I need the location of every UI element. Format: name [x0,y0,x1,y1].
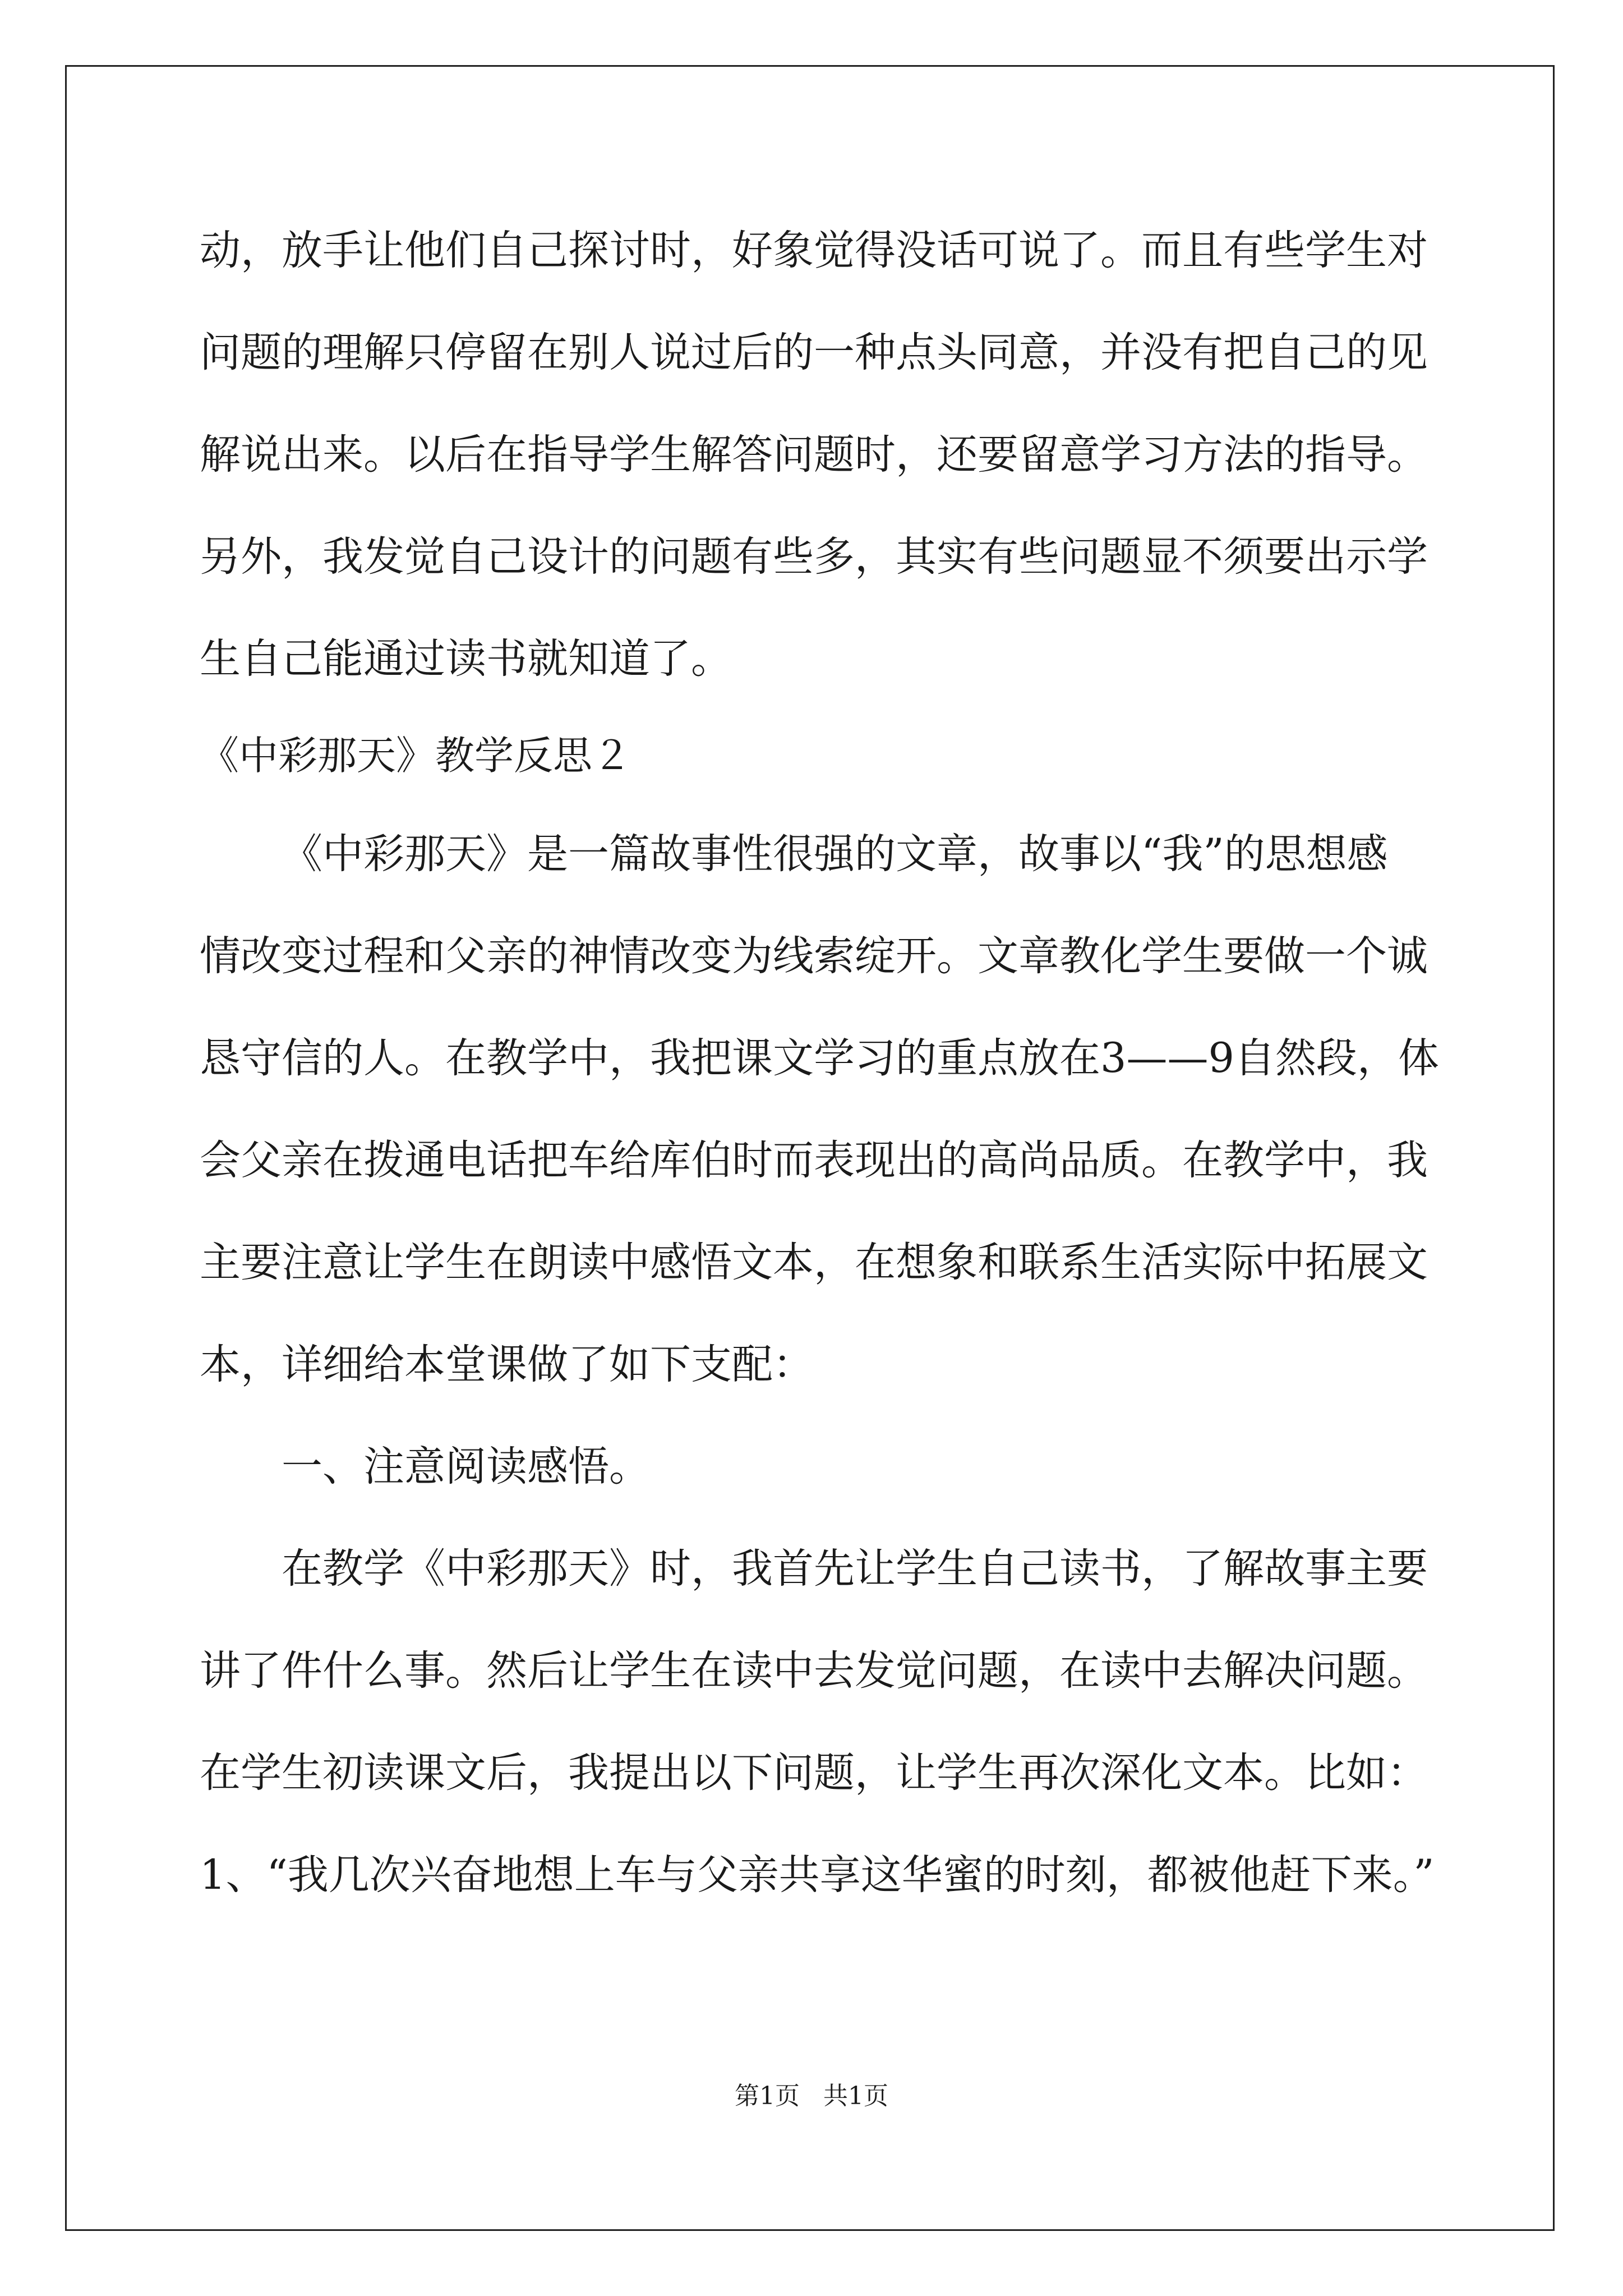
body-line-9: 恳守信的人。在教学中，我把课文学习的重点放在3——9自然段，体 [200,1034,1439,1082]
body-line-11: 主要注意让学生在朗读中感悟文本，在想象和联系生活实际中拓展文 [200,1239,1428,1286]
body-line-7: 《中彩那天》是一篇故事性很强的文章，故事以“我”的思想感 [282,830,1388,878]
body-line-17: 1、“我几次兴奋地想上车与父亲共享这华蜜的时刻，都被他赶下来。” [200,1851,1435,1899]
body-line-15: 讲了件什么事。然后让学生在读中去发觉问题，在读中去解决问题。 [200,1647,1428,1695]
page-footer [0,2076,1623,2111]
body-line-14: 在教学《中彩那天》时，我首先让学生自己读书，了解故事主要 [282,1545,1428,1593]
body-line-4: 另外，我发觉自己设计的问题有些多，其实有些问题显不须要出示学 [200,533,1428,581]
body-line-1: 动，放手让他们自己探讨时，好象觉得没话可说了。而且有些学生对 [200,227,1428,274]
page-total: 共1页 [823,2082,888,2110]
body-line-12: 本，详细给本堂课做了如下支配： [200,1341,814,1388]
page-number: 第1页 [735,2082,800,2110]
subheading: 一、注意阅读感悟。 [282,1443,650,1490]
body-line-3: 解说出来。以后在指导学生解答问题时，还要留意学习方法的指导。 [200,431,1428,478]
body-line-8: 情改变过程和父亲的神情改变为线索绽开。文章教化学生要做一个诚 [200,932,1428,980]
body-line-16: 在学生初读课文后，我提出以下问题，让学生再次深化文本。比如： [200,1749,1428,1797]
section-heading: 《中彩那天》教学反思２ [200,733,631,779]
body-line-2: 问题的理解只停留在别人说过后的一种点头同意，并没有把自己的见 [200,329,1428,376]
body-line-5: 生自己能通过读书就知道了。 [200,635,732,683]
body-line-10: 会父亲在拨通电话把车给库伯时而表现出的高尚品质。在教学中，我 [200,1137,1428,1184]
